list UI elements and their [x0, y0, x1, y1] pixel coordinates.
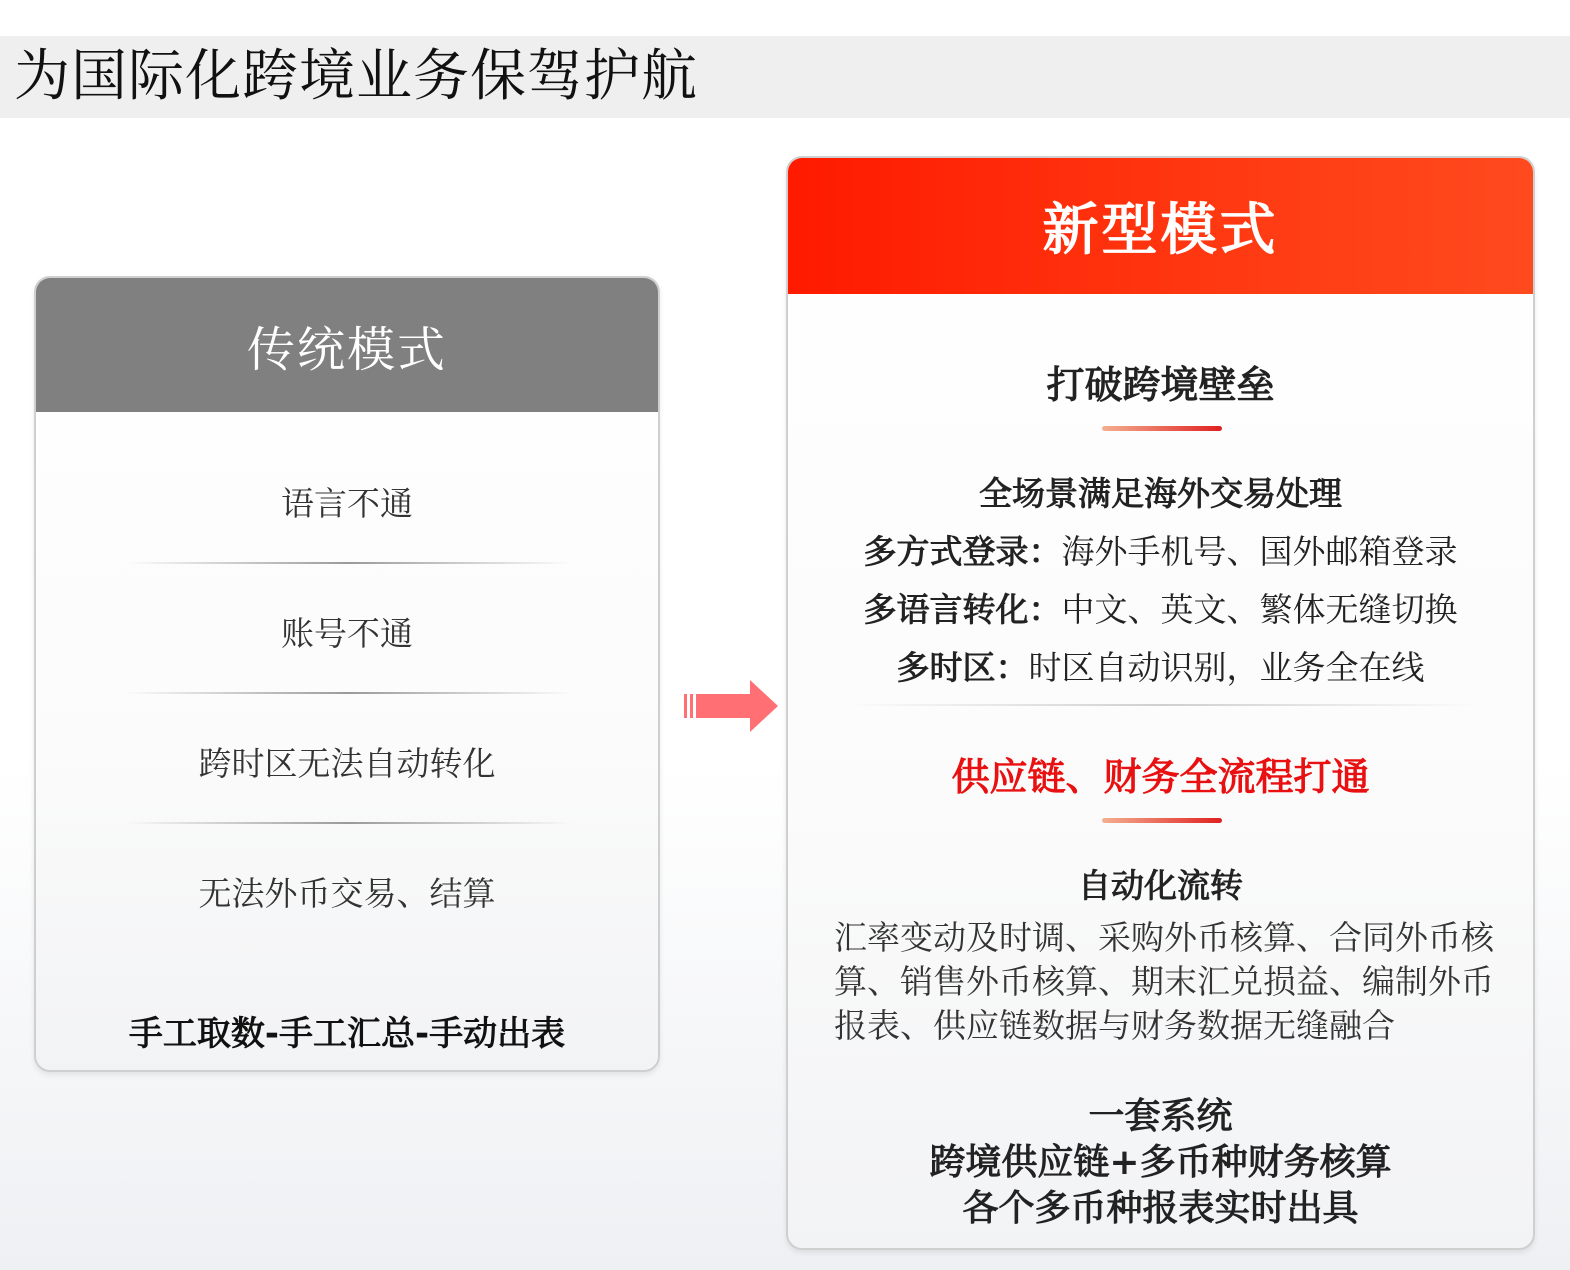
section1-title: 打破跨境壁垒 — [1046, 363, 1275, 407]
new-mode-title: 新型模式 — [1042, 198, 1279, 263]
new-mode-header — [788, 158, 1533, 294]
feature-line — [788, 526, 1533, 573]
divider — [126, 692, 572, 694]
feature-label: 多语言转化： — [863, 590, 1062, 629]
section2-paragraph: 汇率变动及时调、采购外币核算、合同外币核算、销售外币核算、期末汇兑损益、编制外币报表、供应链数据与财务数据无缝融合 — [834, 918, 1494, 1045]
feature-line — [788, 642, 1533, 689]
traditional-mode-title: 传统模式 — [246, 321, 447, 378]
traditional-mode-header — [36, 278, 658, 412]
traditional-item: 语言不通 — [281, 484, 413, 523]
section2-title: 供应链、财务全流程打通 — [951, 755, 1370, 799]
section2-subtitle: 自动化流转 — [1078, 866, 1243, 905]
section1-subtitle: 全场景满足海外交易处理 — [979, 474, 1342, 513]
feature-line — [788, 584, 1533, 631]
feature-label: 多方式登录： — [863, 532, 1062, 571]
traditional-footer: 手工取数-手工汇总-手动出表 — [128, 1014, 566, 1054]
title-bar — [0, 36, 1570, 118]
new-mode-card — [786, 156, 1535, 1250]
accent-bar — [1102, 426, 1222, 431]
traditional-item: 跨时区无法自动转化 — [198, 744, 496, 783]
traditional-mode-card — [34, 276, 660, 1072]
traditional-item: 账号不通 — [281, 614, 413, 653]
divider — [126, 562, 572, 564]
page-title: 为国际化跨境业务保驾护航 — [14, 44, 698, 109]
divider — [848, 704, 1478, 706]
summary-line: 一套系统 — [1088, 1096, 1233, 1137]
feature-text: 海外手机号、国外邮箱登录 — [1061, 532, 1458, 571]
feature-text: 时区自动识别，业务全在线 — [1028, 648, 1425, 687]
divider — [126, 822, 572, 824]
feature-label: 多时区： — [896, 648, 1029, 687]
summary-line: 跨境供应链+多币种财务核算 — [929, 1142, 1392, 1183]
feature-text: 中文、英文、繁体无缝切换 — [1061, 590, 1458, 629]
summary-line: 各个多币种报表实时出具 — [962, 1188, 1359, 1229]
traditional-item: 无法外币交易、结算 — [198, 874, 496, 913]
right-arrow-icon — [684, 680, 780, 732]
accent-bar — [1102, 818, 1222, 823]
